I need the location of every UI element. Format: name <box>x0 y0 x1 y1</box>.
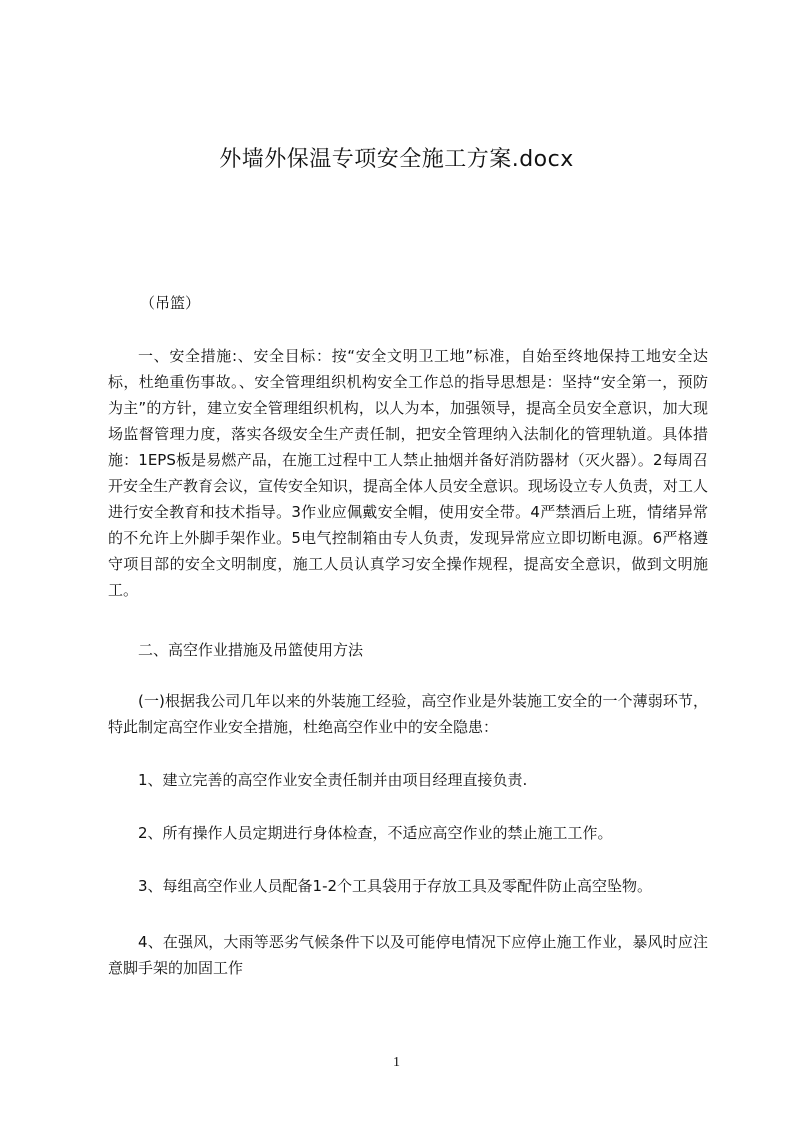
paragraph-subsection-one: (一)根据我公司几年以来的外装施工经验，高空作业是外装施工安全的一个薄弱环节，特此制定高空作业安全措施，杜绝高空作业中的安全隐患： <box>108 692 708 736</box>
section-heading-high-altitude: 二、高空作业措施及吊篮使用方法 <box>138 641 364 659</box>
paragraph-safety-measures: 一、安全措施:、安全目标：按“安全文明卫工地”标准，自始至终地保持工地安全达标，杜绝重伤事故。、安全管理组织机构安全工作总的指导思想是：坚持“安全第一，预防为主”的方针，建立安全管理组织机构，以人为本，加强领导，提高全员安全意识，加大现场监督管理力度，落实各级安全生产责任制，把安全管理纳入法制化的管理轨道。具体措施：1EPS板是易燃产品，在施工过程中工人禁止抽烟并备好消防器材（灭火器）。2每周召开安全生产教育会议，宣传安全知识，提高全体人员安全意识。现场设立专人负责，对工人进行安全教育和技术指导。3作业应佩戴安全帽，使用安全带。4严禁酒后上班，情绪异常的不允许上外脚手架作业。5电气控制箱由专人负责，发现异常应立即切断电源。6严格遵守项目部的安全文明制度，施工人员认真学习安全操作规程，提高安全意识，做到文明施工。 <box>108 347 709 599</box>
paragraph-hanging-basket: （吊篮） <box>140 294 201 312</box>
document-title: 外墙外保温专项安全施工方案.docx <box>219 147 574 172</box>
list-item-2: 2、所有操作人员定期进行身体检查，不适应高空作业的禁止施工工作。 <box>138 824 613 842</box>
page-number: 1 <box>393 1055 400 1070</box>
list-item-3: 3、每组高空作业人员配备1-2个工具袋用于存放工具及零配件防止高空坠物。 <box>138 877 653 895</box>
list-item-1: 1、建立完善的高空作业安全责任制并由项目经理直接负责. <box>138 771 528 789</box>
list-item-4: 4、在强风，大雨等恶劣气候条件下以及可能停电情况下应停止施工作业，暴风时应注意脚手架的加固工作 <box>108 933 708 977</box>
